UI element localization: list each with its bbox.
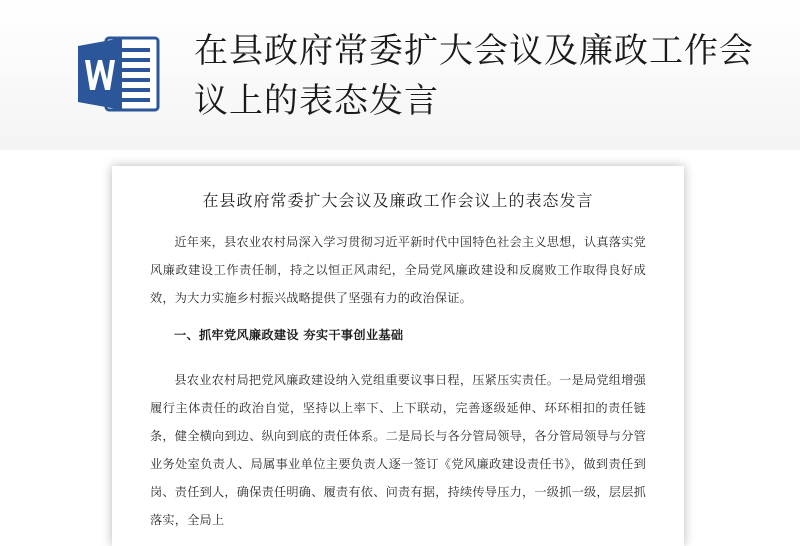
page-headline: 在县政府常委扩大会议及廉政工作会议上的表态发言 xyxy=(194,31,754,121)
document-page xyxy=(112,166,684,546)
document-title: 在县政府常委扩大会议及廉政工作会议上的表态发言 xyxy=(202,191,594,210)
section-heading: 一、抓牢党风廉政建设 夯实干事创业基础 xyxy=(174,328,404,342)
document-paragraph: 县农业农村局把党风廉政建设纳入党组重要议事日程，压紧压实责任。一是局党组增强履行主体责任的政治自觉，坚持以上率下、上下联动，完善逐级延伸、环环相扣的责任链条，健全横向到边、纵向到底的责任体系。二是局长与各分管局领导，各分管局领导与分管业务处室负责人、局属事业单位主要负责人逐一签订《党风廉政建设责任书》，做到责任到岗、责任到人，确保责任明确、履责有依、问责有据，持续传导压力，一级抓一级，层层抓落实，全局上 xyxy=(150,373,646,527)
word-document-icon xyxy=(76,34,164,114)
document-paragraph: 近年来，县农业农村局深入学习贯彻习近平新时代中国特色社会主义思想，认真落实党风廉政建设工作责任制，持之以恒正风肃纪，全局党风廉政建设和反腐败工作取得良好成效，为大力实施乡村振兴战略提供了坚强有力的政治保证。 xyxy=(150,235,646,305)
